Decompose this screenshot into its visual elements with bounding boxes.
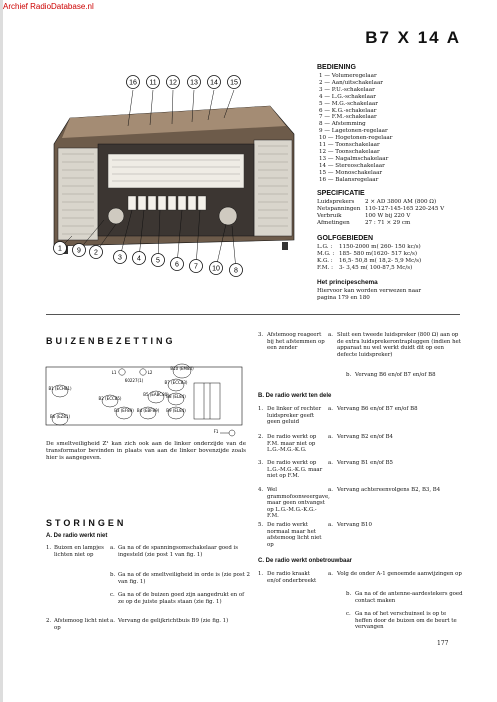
- fault-cause: Afstemoog reageert bij het afstemmen op een zender: [267, 332, 325, 351]
- callout-15: [228, 76, 241, 89]
- voltage-label: 60227(1): [124, 378, 144, 383]
- callout-5: [152, 254, 165, 267]
- principeschema-title: Het principeschema: [317, 279, 378, 286]
- fault-number: 1.: [46, 545, 52, 551]
- fix-text: Vervang B6 en/of B7 en/of B8: [355, 372, 436, 378]
- fix-letter: a.: [328, 571, 333, 577]
- band-value: 185- 580 m(1620- 517 kc/s): [339, 250, 418, 257]
- fault-cause: De radio kraakt en/of onderbreekt: [267, 571, 317, 584]
- buizen-title: BUIZENBEZETTING: [46, 336, 176, 346]
- bediening-item: 10 — Hogetonen-regelaar: [319, 135, 393, 142]
- fix-text: Vervang B10: [337, 522, 372, 528]
- fault-number: 4.: [258, 487, 264, 493]
- bediening-item: 16 — Balansregelaar: [319, 176, 379, 183]
- lamp-l1: L1: [111, 370, 117, 375]
- svg-text:11: 11: [149, 79, 157, 87]
- svg-text:13: 13: [190, 79, 198, 87]
- callout-1: [54, 242, 67, 255]
- callout-16: [127, 76, 140, 89]
- bediening-item: 8 — Afstemming: [319, 121, 366, 128]
- fix-text: Ga na of de spanningsomschakelaar goed is ingesteld (zie post 1 van fig. 1): [118, 545, 238, 558]
- svg-text:3: 3: [118, 254, 122, 262]
- bediening-item: 3 — P.U.-schakelaar: [319, 86, 375, 93]
- callout-7: [190, 260, 203, 273]
- tube-b8: B8 (EL84): [166, 394, 186, 399]
- callout-8: [230, 264, 243, 277]
- fix-text: Ga na of de smeltveiligheid in orde is (zie post 2 van fig. 1): [118, 572, 250, 585]
- page-number: 177: [437, 640, 449, 647]
- svg-text:5: 5: [156, 257, 160, 265]
- fix-letter: a.: [328, 487, 333, 493]
- bediening-item: 5 — M.G.-schakelaar: [319, 100, 378, 107]
- tube-b9: B9 (EL84): [166, 408, 186, 413]
- svg-text:6: 6: [175, 261, 179, 269]
- band-label: F.M. :: [317, 264, 333, 271]
- bediening-item: 12 — Toonschakelaar: [319, 148, 380, 155]
- fault-number: 1.: [258, 406, 264, 412]
- principeschema-text: [317, 288, 421, 302]
- svg-text:14: 14: [210, 79, 218, 87]
- fuse-label: F1: [213, 429, 219, 434]
- svg-text:12: 12: [169, 79, 177, 87]
- spec-label: Luidsprekers: [317, 199, 355, 205]
- callouts-top: [125, 74, 245, 94]
- bediening-item: 1 — Volumeregelaar: [319, 73, 377, 79]
- spec-value: 27 : 71 × 29 cm: [365, 219, 411, 226]
- lamp-l2: L2: [147, 370, 153, 375]
- fault-cause: De radio werkt normaal maar het afstemoog licht niet op: [267, 522, 322, 548]
- fault-number: 5.: [258, 522, 264, 528]
- fault-cause: De radio werkt op L.G.-M.G.-K.G. maar niet op F.M.: [267, 460, 323, 479]
- section-a-title: A. De radio werkt niet: [46, 533, 108, 539]
- band-label: L.G. :: [317, 244, 333, 250]
- section-c-title: C. De radio werkt onbetrouwbaar: [258, 558, 353, 564]
- bediening-item: 13 — Nagalmschakelaar: [319, 155, 389, 162]
- spec-value: 110-127-145-165 220-245 V: [365, 205, 445, 212]
- watermark: Archief RadioDatabase.nl: [3, 2, 94, 11]
- fix-text: Vervang achtereenvolgens B2, B3, B4: [337, 487, 441, 493]
- fix-letter: a.: [328, 406, 333, 412]
- fault-number: 1.: [258, 571, 264, 577]
- golfgebieden-title: GOLFGEBIEDEN: [317, 235, 374, 242]
- fix-letter: b.: [346, 372, 352, 378]
- tube-b5: B5 (EABC80): [143, 392, 169, 397]
- fix-letter: a.: [110, 618, 115, 624]
- page-divider: [46, 314, 460, 315]
- fault-cause: Wel grammofoonweergave, maar geen ontvangst op L.G.-M.G.-K.G.-F.M.: [267, 487, 330, 519]
- tube-b3: B3 (EF89): [114, 408, 134, 413]
- tube-b1: B1 (ECH81): [48, 386, 72, 391]
- bediening-title: BEDIENING: [317, 64, 356, 71]
- fix-letter: a.: [110, 545, 115, 551]
- tube-b10: B10 (EM84): [170, 366, 194, 371]
- fix-text: Vervang B6 en/of B7 en/of B8: [337, 406, 418, 412]
- specificatie-table: [317, 199, 487, 227]
- svg-text:9: 9: [77, 247, 81, 255]
- fix-letter: a.: [328, 460, 333, 466]
- fix-letter: a.: [328, 522, 333, 528]
- callout-14: [208, 76, 221, 89]
- golfgebieden-table: [317, 244, 487, 272]
- callout-4: [133, 252, 146, 265]
- fault-number: 2.: [258, 434, 264, 440]
- band-value: 16,5- 50,8 m( 18,2- 5,9 Mc/s): [339, 257, 422, 264]
- spec-label: Netspanningen: [317, 205, 361, 212]
- spec-label: Afmetingen: [317, 219, 350, 226]
- svg-text:16: 16: [129, 79, 137, 87]
- bediening-item: 7 — F.M.-schakelaar: [319, 114, 377, 121]
- fault-number: 2.: [46, 618, 52, 624]
- callout-9: [73, 244, 86, 257]
- band-label: M.G. :: [317, 250, 335, 257]
- buizen-note: De smeltveiligheid Z¹ kan zich ook aan de linker onderzijde van de transformator bevinden in plaats van aan de linker bovenzijde zoals hier is aangegeven.: [46, 441, 246, 461]
- tube-b7: B7 (ECC83): [164, 380, 188, 385]
- bediening-item: 6 — K.G.-schakelaar: [319, 107, 377, 114]
- storingen-title: STORINGEN: [46, 518, 127, 528]
- tube-b4: B4 (EBF89): [136, 408, 160, 413]
- bediening-item: 4 — L.G.-schakelaar: [319, 93, 376, 100]
- fix-text: Volg de onder A-1 genoemde aanwijzingen op: [337, 571, 462, 577]
- spec-value: 2 × AD 3800 AM (800 Ω): [365, 199, 437, 205]
- tube-b2: B2 (ECC85): [98, 396, 122, 401]
- bediening-item: 2 — Aan/uitschakelaar: [319, 79, 383, 86]
- bediening-list: [319, 73, 392, 184]
- fix-letter: a.: [328, 434, 333, 440]
- bediening-item: 15 — Monoschakelaar: [319, 169, 383, 176]
- fix-text: Ga na of de buizen goed zijn aangedrukt en of ze op de juiste plaats staan (zie fig. 1): [118, 592, 245, 605]
- fault-cause: De radio werkt op F.M. maar niet op L.G.-M.G.-K.G.: [267, 434, 317, 453]
- bediening-item: 9 — Lagetonen-regelaar: [319, 128, 388, 135]
- spec-label: Verbruik: [317, 212, 342, 219]
- svg-text:2: 2: [94, 249, 98, 257]
- callout-11: [147, 76, 160, 89]
- bediening-item: 14 — Stereoschakelaar: [319, 162, 385, 169]
- callout-13: [188, 76, 201, 89]
- fix-letter: b.: [110, 572, 116, 578]
- tube-b6: B6 (EZ81): [49, 414, 71, 419]
- svg-text:15: 15: [230, 79, 238, 87]
- band-label: K.G. :: [317, 257, 333, 264]
- svg-text:10: 10: [212, 265, 220, 273]
- fault-cause: Afstemoog licht niet op: [54, 618, 110, 631]
- callout-3: [114, 251, 127, 264]
- callouts-bottom: [52, 238, 252, 280]
- tube-layout-diagram: [44, 353, 250, 439]
- fix-text: Ga na of de antenne-aardestekers goed contact maken: [355, 591, 463, 604]
- svg-text:1: 1: [58, 245, 62, 253]
- principeschema-line: Hiervoor kan worden verwezen naar: [317, 288, 422, 294]
- callout-6: [171, 258, 184, 271]
- fix-text: Vervang B2 en/of B4: [337, 434, 393, 440]
- callout-10: [210, 262, 223, 275]
- bediening-item: 11 — Toonschakelaar: [319, 142, 380, 149]
- fault-number: 3.: [258, 460, 264, 466]
- fix-letter: b.: [346, 591, 352, 597]
- spec-value: 100 W bij 220 V: [365, 212, 411, 219]
- fix-text: Vervang B1 en/of B5: [337, 460, 393, 466]
- fix-letter: a.: [328, 332, 333, 338]
- callout-2: [90, 246, 103, 259]
- fix-text: Sluit een tweede luidspreker (800 Ω) aan op de extra luidsprekerontrapluggen (indien het apparaat nu wel werkt duidt dit op een defecte luidspreker): [337, 332, 461, 358]
- svg-text:8: 8: [234, 267, 238, 275]
- fix-text: Ga na of het verschuinsel is op te heffen door de buizen om de beurt te vervangen: [355, 611, 457, 630]
- fix-text: Vervang de gelijkrichtbuis B9 (zie fig. 1): [118, 618, 229, 624]
- fault-number: 3.: [258, 332, 264, 338]
- fault-cause: Buizen en lampjes lichten niet op: [54, 545, 104, 558]
- fix-letter: c.: [110, 592, 115, 598]
- fault-cause: De linker of rechter luidspreker geeft geen geluid: [267, 406, 322, 425]
- binding-edge: [0, 0, 3, 702]
- band-value: 1150-2000 m( 260- 150 kc/s): [339, 244, 421, 250]
- svg-text:7: 7: [194, 263, 198, 271]
- model-title: B7 X 14 A: [365, 28, 461, 47]
- callout-12: [167, 76, 180, 89]
- principeschema-line: pagina 179 en 180: [317, 294, 370, 301]
- specificatie-title: SPECIFICATIE: [317, 190, 365, 197]
- fix-letter: c.: [346, 611, 351, 617]
- svg-text:4: 4: [137, 255, 141, 263]
- section-b-title: B. De radio werkt ten dele: [258, 393, 332, 399]
- band-value: 3- 3,45 m( 100-87,5 Mc/s): [339, 264, 413, 271]
